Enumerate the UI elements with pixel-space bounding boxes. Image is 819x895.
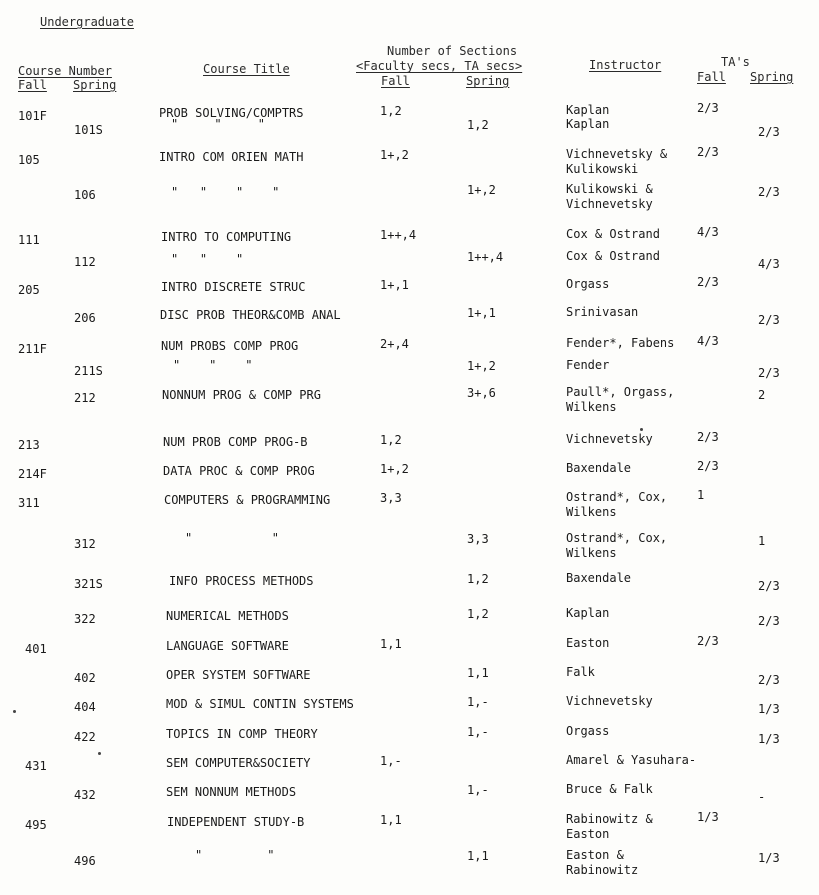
cell-sec-spring: 1,- xyxy=(467,725,489,739)
cell-instructor: Kulikowski & Vichnevetsky xyxy=(566,182,653,211)
cell-spring-no: 312 xyxy=(74,537,96,551)
cell-fall-no: 213 xyxy=(18,438,40,452)
cell-fall-no: 401 xyxy=(25,642,47,656)
cell-sec-spring: 1+,1 xyxy=(467,306,496,320)
cell-sec-spring: 1,1 xyxy=(467,666,489,680)
cell-sec-fall: 3,3 xyxy=(380,491,402,505)
cell-title: OPER SYSTEM SOFTWARE xyxy=(166,668,311,682)
header-fall: Fall xyxy=(18,78,47,92)
header-sections-line1: Number of Sections xyxy=(387,44,518,58)
cell-instructor: Amarel & Yasuhara- xyxy=(566,753,697,767)
cell-instructor: Baxendale xyxy=(566,461,632,475)
header-spring: Spring xyxy=(73,78,117,92)
cell-spring-no: 432 xyxy=(74,788,96,802)
section-title: Undergraduate xyxy=(40,15,134,29)
cell-spring-no: 206 xyxy=(74,311,96,325)
cell-ta-fall: 4/3 xyxy=(697,334,719,348)
cell-ta-spring: 4/3 xyxy=(758,257,780,271)
cell-sec-fall: 1++,4 xyxy=(380,228,417,242)
cell-ta-spring: 1/3 xyxy=(758,851,780,865)
cell-sec-spring: 1,- xyxy=(467,695,489,709)
cell-instructor: Easton xyxy=(566,636,610,650)
cell-title: " " xyxy=(195,848,275,862)
cell-fall-no: 205 xyxy=(18,283,40,297)
cell-spring-no: 211S xyxy=(74,364,103,378)
header-sections-spring: Spring xyxy=(466,74,510,88)
cell-fall-no: 214F xyxy=(18,467,47,481)
cell-spring-no: 101S xyxy=(74,123,103,137)
cell-sec-fall: 1,- xyxy=(380,754,402,768)
cell-ta-spring: 2/3 xyxy=(758,313,780,327)
cell-instructor: Vichnevetsky xyxy=(566,432,653,446)
cell-instructor: Cox & Ostrand xyxy=(566,249,660,263)
header-course-title: Course Title xyxy=(203,62,290,76)
cell-title: PROB SOLVING/COMPTRS xyxy=(159,106,304,120)
cell-title: INTRO TO COMPUTING xyxy=(161,230,292,244)
cell-ta-spring: 2/3 xyxy=(758,579,780,593)
cell-ta-spring: 1/3 xyxy=(758,732,780,746)
cell-ta-fall: 2/3 xyxy=(697,101,719,115)
cell-sec-spring: 1,- xyxy=(467,783,489,797)
cell-ta-fall: 2/3 xyxy=(697,634,719,648)
cell-ta-fall: 4/3 xyxy=(697,225,719,239)
cell-fall-no: 211F xyxy=(18,342,47,356)
cell-ta-fall: 1 xyxy=(697,488,705,502)
cell-title: NUMERICAL METHODS xyxy=(166,609,289,623)
cell-title: INDEPENDENT STUDY-B xyxy=(167,815,305,829)
cell-instructor: Fender xyxy=(566,358,610,372)
scan-speck xyxy=(13,710,16,713)
scan-speck xyxy=(98,752,101,755)
scan-speck xyxy=(640,428,643,431)
cell-instructor: Orgass xyxy=(566,724,610,738)
cell-sec-spring: 1+,2 xyxy=(467,183,496,197)
header-tas-spring: Spring xyxy=(750,70,794,84)
cell-fall-no: 105 xyxy=(18,153,40,167)
cell-ta-spring: - xyxy=(758,790,766,804)
cell-spring-no: 402 xyxy=(74,671,96,685)
cell-ta-fall: 2/3 xyxy=(697,430,719,444)
header-tas: TA's xyxy=(721,55,750,69)
cell-instructor: Falk xyxy=(566,665,595,679)
cell-title: MOD & SIMUL CONTIN SYSTEMS xyxy=(166,697,354,711)
cell-title: INTRO DISCRETE STRUC xyxy=(161,280,306,294)
cell-instructor: Fender*, Fabens xyxy=(566,336,675,350)
cell-spring-no: 496 xyxy=(74,854,96,868)
cell-sec-fall: 1,2 xyxy=(380,433,402,447)
cell-instructor: Vichnevetsky xyxy=(566,694,653,708)
cell-instructor: Ostrand*, Cox, Wilkens xyxy=(566,490,668,519)
cell-sec-fall: 1+,1 xyxy=(380,278,409,292)
cell-ta-fall: 2/3 xyxy=(697,275,719,289)
cell-fall-no: 495 xyxy=(25,818,47,832)
cell-instructor: Kaplan xyxy=(566,606,610,620)
cell-instructor: Kaplan xyxy=(566,117,610,131)
cell-sec-spring: 3+,6 xyxy=(467,386,496,400)
cell-fall-no: 311 xyxy=(18,496,40,510)
cell-sec-spring: 1,2 xyxy=(467,572,489,586)
cell-ta-spring: 2/3 xyxy=(758,614,780,628)
cell-title: NUM PROB COMP PROG-B xyxy=(163,435,308,449)
cell-sec-spring: 1,2 xyxy=(467,607,489,621)
cell-instructor: Vichnevetsky & Kulikowski xyxy=(566,147,668,176)
cell-title: " " " xyxy=(171,252,244,266)
cell-title: SEM COMPUTER&SOCIETY xyxy=(166,756,311,770)
cell-spring-no: 322 xyxy=(74,612,96,626)
cell-title: INFO PROCESS METHODS xyxy=(169,574,314,588)
cell-spring-no: 106 xyxy=(74,188,96,202)
cell-instructor: Baxendale xyxy=(566,571,632,585)
cell-ta-spring: 2/3 xyxy=(758,125,780,139)
cell-title: INTRO COM ORIEN MATH xyxy=(159,150,304,164)
cell-instructor: Kaplan xyxy=(566,103,610,117)
cell-ta-spring: 2/3 xyxy=(758,366,780,380)
cell-sec-spring: 1++,4 xyxy=(467,250,504,264)
cell-spring-no: 321S xyxy=(74,577,103,591)
header-sections-line2: <Faculty secs, TA secs> xyxy=(356,59,523,73)
cell-title: COMPUTERS & PROGRAMMING xyxy=(164,493,331,507)
cell-title: " " xyxy=(185,531,279,545)
cell-sec-fall: 1,1 xyxy=(380,637,402,651)
cell-title: " " " xyxy=(171,117,265,131)
cell-title: NUM PROBS COMP PROG xyxy=(161,339,299,353)
cell-instructor: Bruce & Falk xyxy=(566,782,653,796)
cell-ta-spring: 2/3 xyxy=(758,185,780,199)
header-course-number: Course Number xyxy=(18,64,112,78)
cell-instructor: Orgass xyxy=(566,277,610,291)
cell-sec-fall: 2+,4 xyxy=(380,337,409,351)
cell-title: TOPICS IN COMP THEORY xyxy=(166,727,318,741)
cell-title: LANGUAGE SOFTWARE xyxy=(166,639,289,653)
cell-spring-no: 422 xyxy=(74,730,96,744)
cell-instructor: Ostrand*, Cox, Wilkens xyxy=(566,531,668,560)
cell-title: NONNUM PROG & COMP PRG xyxy=(162,388,321,402)
cell-sec-fall: 1,2 xyxy=(380,104,402,118)
cell-fall-no: 101F xyxy=(18,109,47,123)
cell-spring-no: 404 xyxy=(74,700,96,714)
cell-sec-spring: 3,3 xyxy=(467,532,489,546)
cell-sec-fall: 1+,2 xyxy=(380,462,409,476)
cell-ta-fall: 2/3 xyxy=(697,145,719,159)
header-sections-fall: Fall xyxy=(381,74,410,88)
cell-ta-fall: 2/3 xyxy=(697,459,719,473)
cell-ta-spring: 2 xyxy=(758,388,766,402)
cell-spring-no: 212 xyxy=(74,391,96,405)
cell-instructor: Srinivasan xyxy=(566,305,639,319)
cell-instructor: Easton & Rabinowitz xyxy=(566,848,639,877)
cell-title: DISC PROB THEOR&COMB ANAL xyxy=(160,308,341,322)
cell-sec-spring: 1,1 xyxy=(467,849,489,863)
cell-fall-no: 111 xyxy=(18,233,40,247)
cell-fall-no: 431 xyxy=(25,759,47,773)
cell-title: SEM NONNUM METHODS xyxy=(166,785,297,799)
cell-sec-fall: 1+,2 xyxy=(380,148,409,162)
cell-title: DATA PROC & COMP PROG xyxy=(163,464,315,478)
cell-instructor: Cox & Ostrand xyxy=(566,227,660,241)
header-tas-fall: Fall xyxy=(697,70,726,84)
cell-ta-spring: 1 xyxy=(758,534,766,548)
cell-ta-spring: 1/3 xyxy=(758,702,780,716)
cell-sec-spring: 1,2 xyxy=(467,118,489,132)
cell-instructor: Rabinowitz & Easton xyxy=(566,812,653,841)
cell-sec-spring: 1+,2 xyxy=(467,359,496,373)
cell-ta-fall: 1/3 xyxy=(697,810,719,824)
cell-sec-fall: 1,1 xyxy=(380,813,402,827)
cell-title: " " " xyxy=(173,358,253,372)
cell-ta-spring: 2/3 xyxy=(758,673,780,687)
header-instructor: Instructor xyxy=(589,58,662,72)
cell-spring-no: 112 xyxy=(74,255,96,269)
cell-title: " " " " xyxy=(171,185,280,199)
cell-instructor: Paull*, Orgass, Wilkens xyxy=(566,385,675,414)
